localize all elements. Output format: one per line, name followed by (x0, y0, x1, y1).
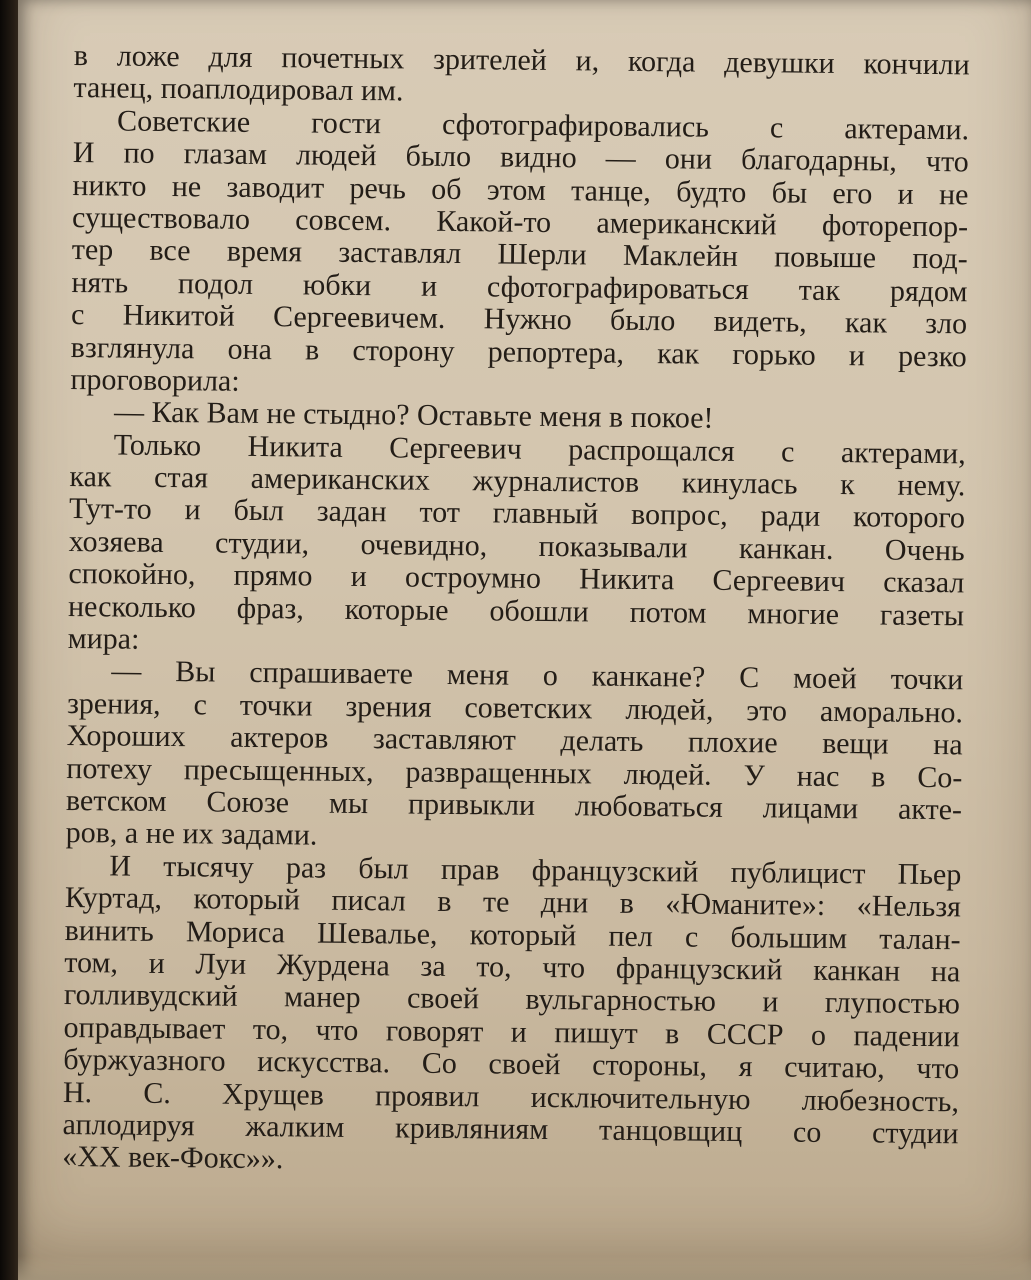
text-line: проговорила: (70, 362, 240, 398)
text-line: с Никитой Сергеевичем. Нужно было видеть, как зло (70, 298, 968, 341)
text-line: ветском Союзе мы привыкли любоваться лицами акте- (65, 783, 963, 827)
text-line: Советские гости сфотографировались с актерами. (116, 104, 970, 147)
text-line: в ложе для почетных зрителей и, когда девушки кончили (73, 39, 970, 82)
text-line: — Вы спрашиваете меня о канкане? С моей точки (111, 654, 964, 697)
text-line: никто не заводит речь об этом танце, будто бы его и не (72, 168, 969, 211)
page-bottom-edge (18, 1256, 1031, 1280)
text-line: ров, а не их задами. (65, 816, 318, 852)
text-line: И по глазам людей было видно — они благодарны, что (72, 136, 969, 179)
text-line: Только Никита Сергеевич распрощался с актерами, (113, 428, 966, 471)
text-line: спокойно, прямо и остроумно Никита Сергеевич сказал (68, 557, 965, 600)
text-line: Н. С. Хрущев проявил исключительную любезность, (62, 1075, 960, 1118)
text-line: Тут-то и был задан тот главный вопрос, ради которого (68, 492, 966, 535)
text-line: оправдывает то, что говорят и пишут в СССР о падении (63, 1010, 960, 1054)
text-line: потеху пресыщенных, развращенных людей. У нас в Со- (66, 751, 963, 794)
text-line: голливудский манер своей вульгарностью и глупостью (63, 978, 961, 1021)
text-line: — Как Вам не стыдно? Оставьте меня в покое! (113, 395, 714, 436)
text-line: танец, поаплодировал им. (73, 71, 404, 108)
text-line: аплодируя жалким кривляниям танцовщиц со студии (62, 1107, 959, 1151)
text-line: мира: (67, 621, 140, 656)
text-line: тер все время заставлял Шерли Маклейн повыше под- (71, 233, 968, 276)
text-line: буржуазного искусства. Со своей стороны, я считаю, что (63, 1043, 960, 1086)
text-line: хозяева студии, очевидно, показывали канкан. Очень (68, 524, 965, 568)
text-line: нять подол юбки и сфотографироваться так рядом (71, 265, 968, 309)
text-line: зрения, с точки зрения советских людей, это аморально. (66, 686, 964, 730)
text-line: несколько фраз, которые обошли потом многие газеты (67, 589, 965, 632)
book-page (18, 0, 1031, 1280)
text-line: взглянула она в сторону репортера, как горько и резко (70, 330, 967, 373)
text-line: существовало совсем. Какой-то американский фоторепор- (71, 200, 969, 244)
text-line: как стая американских журналистов кинулась к нему. (69, 460, 966, 503)
text-line: том, и Луи Журдена за то, что французский канкан на (64, 945, 961, 989)
text-line: И тысячу раз был прав французский публицист Пьер (109, 849, 962, 892)
text-line: винить Мориса Шевалье, который пел с большим талан- (64, 913, 961, 956)
text-line: Куртад, который писал в те дни в «Юманите»: «Нельзя (64, 881, 962, 924)
text-line: «XX век-Фокс»». (62, 1140, 284, 1176)
page-text (62, 40, 970, 1183)
text-line: Хороших актеров заставляют делать плохие вещи на (66, 719, 963, 762)
